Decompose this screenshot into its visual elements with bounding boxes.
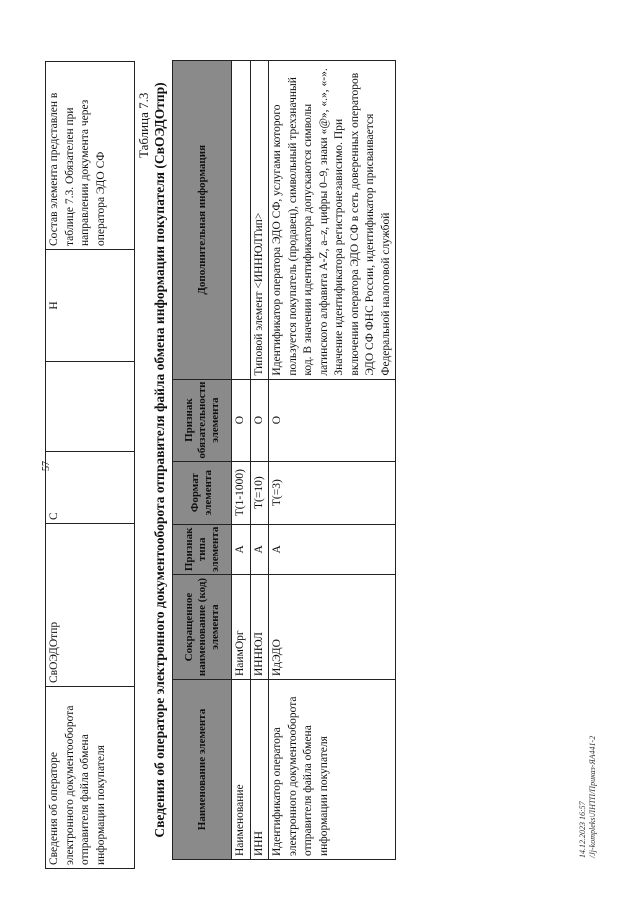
cell-format — [46, 362, 135, 452]
cell-short: ИННЮЛ — [250, 575, 269, 680]
cell-format: T(=10) — [250, 461, 269, 524]
table-row — [250, 61, 269, 860]
cell-name: Наименование — [232, 680, 251, 860]
cell-info: Типовой элемент <ИННЮЛТип> — [250, 61, 269, 380]
cell-info: Идентификатор оператора ЭДО СФ, услугами которого пользуется покупатель (продавец), символьный трехзначный код. В значении идентификатора допускаются символы латинского алфавита A-Z, a–z, цифры 0–9, знаки «@», «.», «-». Значение идентификатора регистронезависимо. При включении оператора ЭДО СФ в сеть доверенных операторов ЭДО СФ ФНС России, идентификатор присваивается Федеральной налоговой службой — [269, 61, 396, 380]
cell-info: Состав элемента представлен в таблице 7.3. Обязателен при направлении документа через оператора ЭДО СФ — [46, 62, 135, 250]
header-info: Дополнительная информация — [173, 61, 232, 380]
header-row — [173, 61, 232, 860]
header-format: Формат элемента — [173, 461, 232, 524]
cell-type: А — [250, 524, 269, 574]
continuation-table — [45, 61, 135, 869]
header-required: Признак обязательности элемента — [173, 379, 232, 461]
cell-type: А — [269, 524, 396, 574]
cell-required: О — [269, 379, 396, 461]
main-table — [172, 60, 396, 860]
header-short: Сокращенное наименование (код) элемента — [173, 575, 232, 680]
cell-required: О — [250, 379, 269, 461]
cell-type: А — [232, 524, 251, 574]
header-type: Признак типа элемента — [173, 524, 232, 574]
cell-format: T(1-1000) — [232, 461, 251, 524]
cell-code: СвОЭДОтпр — [46, 524, 135, 687]
cell-required: О — [232, 379, 251, 461]
cell-type: С — [46, 452, 135, 524]
table-row — [46, 62, 135, 869]
cell-name: ИНН — [250, 680, 269, 860]
stamp-line-1: 14.12.2023 16:57 — [578, 801, 587, 858]
header-name: Наименование элемента — [173, 680, 232, 860]
stamp-line-2: /Jj-kompleks\ЛНТП/Приказ-ЯА441-2 — [588, 735, 597, 858]
cell-info — [232, 61, 251, 380]
cell-required: Н — [46, 250, 135, 362]
cell-name: Сведения об операторе электронного документооборота отправителя файла обмена информации покупателя — [46, 687, 135, 869]
cell-short: ИдЭДО — [269, 575, 396, 680]
cell-short: НаимОрг — [232, 575, 251, 680]
print-stamp — [578, 736, 598, 858]
page-number: 57 — [41, 461, 52, 471]
table-row — [232, 61, 251, 860]
table-title: Сведения об операторе электронного документооборота отправителя файла обмена информации покупателя (СвОЭДОтпр) — [152, 82, 167, 838]
cell-name: Идентификатор оператора электронного документооборота отправителя файла обмена информации покупателя — [269, 680, 396, 860]
table-row — [269, 61, 396, 860]
table-caption: Таблица 7.3 — [136, 92, 151, 158]
cell-format: T(=3) — [269, 461, 396, 524]
